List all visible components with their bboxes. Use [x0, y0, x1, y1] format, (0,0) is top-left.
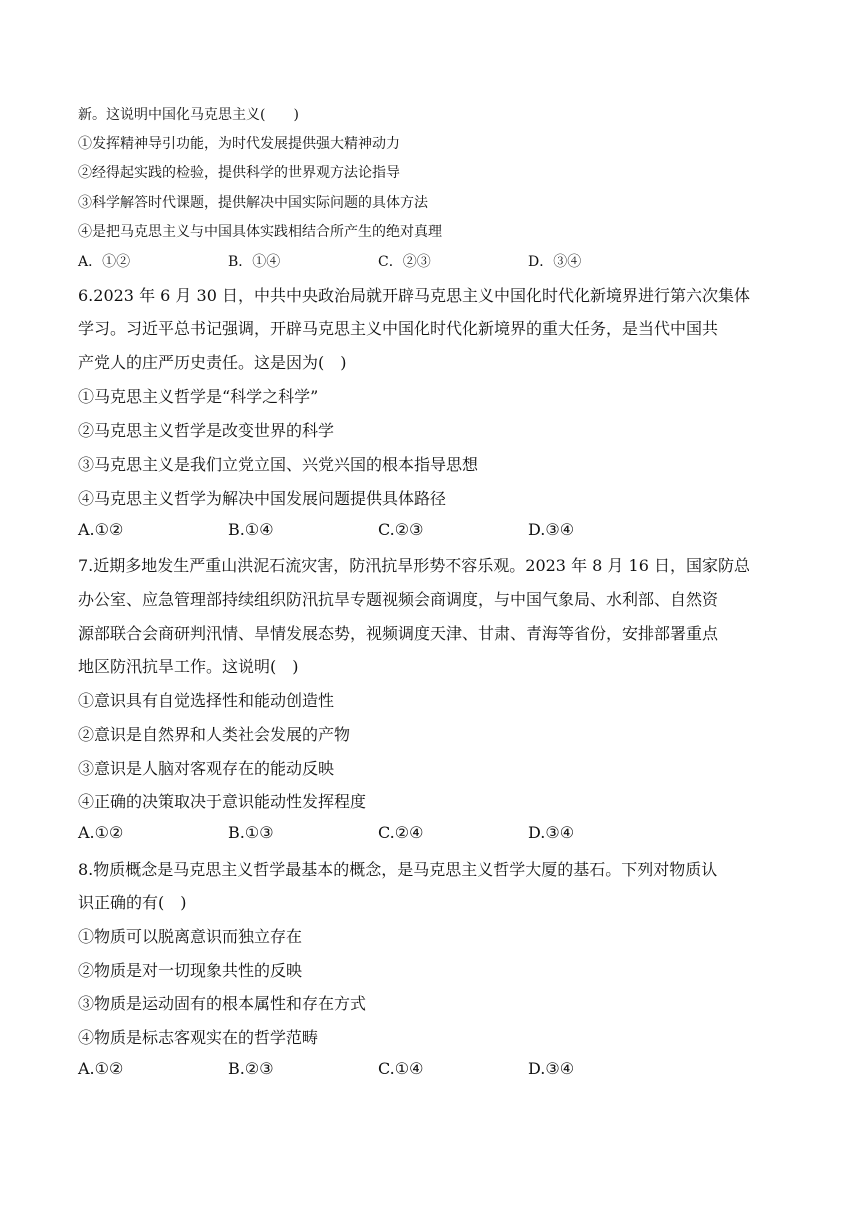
q6-item-1: ①马克思主义哲学是“科学之科学” [78, 387, 319, 406]
q8-stem-line-2: 识正确的有( ) [78, 893, 187, 912]
q7-option-b: B.①③ [228, 823, 274, 842]
q7-option-c: C.②④ [378, 823, 424, 842]
q8-option-b: B.②③ [228, 1059, 274, 1078]
q5-option-d: D．③④ [528, 254, 582, 270]
q7-item-4: ④正确的决策取决于意识能动性发挥程度 [78, 792, 367, 811]
q7-option-a: A.①② [78, 823, 124, 842]
q6-option-a: A.①② [78, 520, 124, 539]
q6-item-3: ③马克思主义是我们立党立国、兴党兴国的根本指导思想 [78, 455, 479, 474]
q6-item-2: ②马克思主义哲学是改变世界的科学 [78, 421, 335, 440]
q6-stem-line-2: 学习。习近平总书记强调，开辟马克思主义中国化时代化新境界的重大任务，是当代中国共 [78, 319, 719, 338]
q5-item-4: ④是把马克思主义与中国具体实践相结合所产生的绝对真理 [78, 224, 442, 240]
q6-item-4: ④马克思主义哲学为解决中国发展问题提供具体路径 [78, 489, 447, 508]
q7-option-d: D.③④ [528, 823, 575, 842]
q6-stem-line-3: 产党人的庄严历史责任。这是因为( ) [78, 353, 347, 372]
q8-stem-line-1: 8.物质概念是马克思主义哲学最基本的概念，是马克思主义哲学大厦的基石。下列对物质认 [78, 860, 718, 879]
q5-option-a: A．①② [78, 254, 131, 270]
q8-option-c: C.①④ [378, 1059, 424, 1078]
q7-item-2: ②意识是自然界和人类社会发展的产物 [78, 725, 351, 744]
q8-item-1: ①物质可以脱离意识而独立存在 [78, 927, 303, 946]
q7-item-1: ①意识具有自觉选择性和能动创造性 [78, 691, 335, 710]
q8-option-a: A.①② [78, 1059, 124, 1078]
q5-item-1: ①发挥精神导引功能，为时代发展提供强大精神动力 [78, 136, 400, 152]
q8-option-d: D.③④ [528, 1059, 575, 1078]
q5-item-3: ③科学解答时代课题，提供解决中国实际问题的具体方法 [78, 195, 428, 211]
q8-item-4: ④物质是标志客观实在的哲学范畴 [78, 1028, 319, 1047]
q8-item-3: ③物质是运动固有的根本属性和存在方式 [78, 994, 367, 1013]
q7-stem-line-1: 7.近期多地发生严重山洪泥石流灾害，防汛抗旱形势不容乐观。2023 年 8 月 16 日，国家防总 [78, 556, 750, 575]
q7-stem-line-2: 办公室、应急管理部持续组织防汛抗旱专题视频会商调度，与中国气象局、水利部、自然资 [78, 590, 719, 609]
q6-option-b: B.①④ [228, 520, 274, 539]
q5-item-2: ②经得起实践的检验，提供科学的世界观方法论指导 [78, 165, 400, 181]
q7-stem-line-4: 地区防汛抗旱工作。这说明( ) [78, 657, 299, 676]
q7-stem-line-3: 源部联合会商研判汛情、旱情发展态势，视频调度天津、甘肃、青海等省份，安排部署重点 [78, 624, 719, 643]
q5-option-c: C．②③ [378, 254, 431, 270]
q6-option-d: D.③④ [528, 520, 575, 539]
q5-stem-tail: 新。这说明中国化马克思主义( ) [78, 107, 299, 123]
q5-option-b: B．①④ [228, 254, 281, 270]
q6-option-c: C.②③ [378, 520, 424, 539]
q6-stem-line-1: 6.2023 年 6 月 30 日，中共中央政治局就开辟马克思主义中国化时代化新境界进行第六次集体 [78, 286, 750, 305]
q8-item-2: ②物质是对一切现象共性的反映 [78, 961, 303, 980]
q7-item-3: ③意识是人脑对客观存在的能动反映 [78, 759, 335, 778]
